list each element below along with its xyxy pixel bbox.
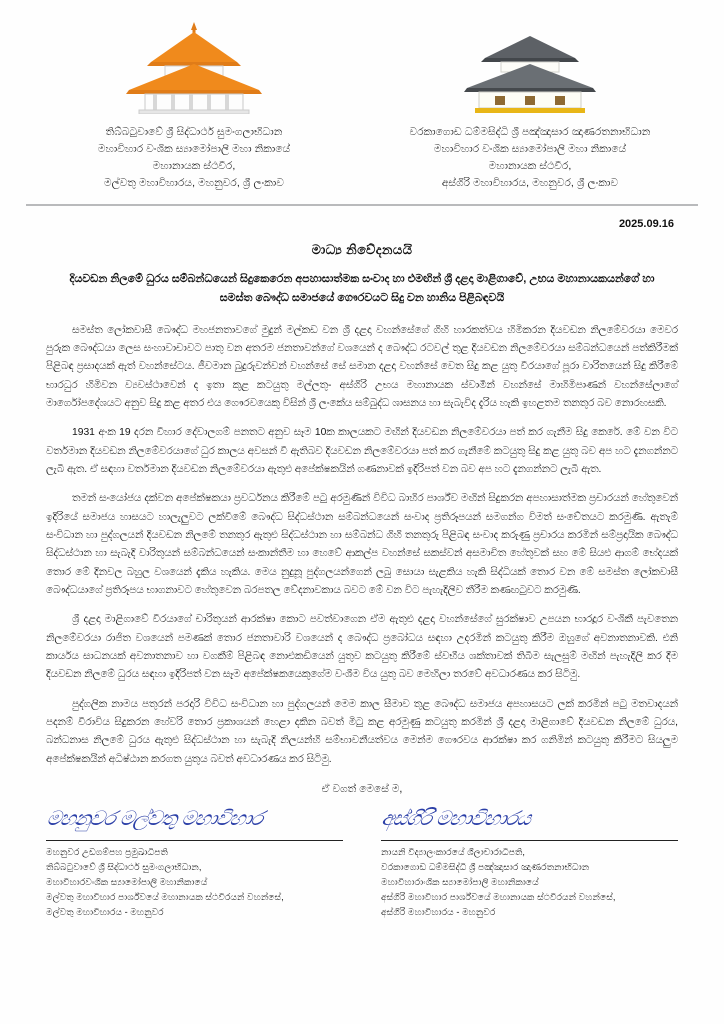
paragraph-5: පුද්ගලික නාමය පතුරන් පරදාරි විවිධ සංවිධාන හා පුද්ගලයන් මෙම කාල සීමාව තුළ බෞද්ධ සමාජය අපහාසයට ලක් කරමින් පටු මතවාදයන් පදනම් වීරාවිය සිදුකරන හේවරි තොර ප්‍රකාශයන් හෙළා දකින බවත් මිටු කළ අරමුණු කටයුතු කරමින් ශ්‍රී දළදා මාළිගාවේ දියවඩන නිලමේ ධුරය, බන්ධනාස නිලමේ ධුරය ඇතුළු සිද්ධස්ථාන හා සැබැදි නිලයන්හි සම්භාවනීයත්වය මෙන්ම ගෞරවය ආරක්ෂා කර ගනිමින් කටයුතු කිරීමට සියලුම අපේක්ෂකයින් අධිෂ්ඨාන කරගත යුතුය බවත් අවධාරණය කර සිටිමු. — [46, 698, 678, 765]
signature-mark-right: අස්ගිරි මහාවිහාරය — [379, 806, 533, 831]
signature-left-line-4: මල්වතු මහාවිහාර පාර්ශ්වයේ මහානායක ස්ථවිරයන් වහන්සේ, — [46, 891, 284, 902]
letterhead-right-text — [375, 124, 684, 192]
temple-shrine-icon — [375, 18, 684, 114]
letterhead-left-line-4: මල්වතු මහාවිහාරය, මහනුවර, ශ්‍රී ලංකාව — [103, 177, 284, 189]
letterhead-left — [39, 18, 348, 192]
signature-block — [0, 800, 724, 920]
letterhead-left-line-2: මහාවිහාර වංශික ස්‍යාමෝපාලි මහා නිකායේ — [97, 143, 291, 155]
closing-line: ඒ වගත් මෙසේ ම, — [321, 783, 403, 796]
document-body — [0, 206, 724, 796]
signature-rule-left — [46, 840, 343, 841]
letterhead — [0, 0, 724, 192]
paragraph-2: 1931 අංක 19 දරන වීහාර දේවාලගම් පනතට අනුව සෑම 10ක කාලයකට මඟින් දියවඩන නිලමේවරයා පත් කර ගැනීම සිදු කෙරේ. මේ වන විට වර්තමාන දියවඩන නිලමේවරයාගේ ධුර කාලය අවසන් වී ඇතිබව දියවඩන නිලමේවරයා පත් කර ගැනීමේ කටයුතු සිදු කළ යුතු බව අප හට දැනගන්නට ලැබී ඇත. ඒ සඳහා වර්තමාන දියවඩන නිලමේවරයා ඇතුළු අපේක්ෂකයින් ගණනාවක් ඉදිරිපත් වන බව අප හට දැනගන්නට ලැබී ඇත. — [46, 427, 678, 476]
signature-right — [381, 806, 678, 920]
signature-left — [46, 806, 343, 920]
letterhead-right — [375, 18, 684, 192]
signature-right-text — [381, 845, 678, 920]
letterhead-right-line-2: මහාවිහාර වංශික ස්‍යාමෝපාලි මහා නිකායේ — [433, 143, 627, 155]
temple-pavilion-icon — [39, 18, 348, 114]
signature-left-line-5: මල්වතු මහාවිහාරය - මහනුවර — [46, 906, 164, 917]
letterhead-left-line-1: තිබ්බටුවාවේ ශ්‍රී සිද්ධාර්ථ සුමංගලාභිධාන — [105, 126, 283, 138]
letterhead-left-text — [39, 124, 348, 192]
signature-rule-right — [381, 840, 678, 841]
paragraph-3: තමන් සංයෝජය දක්වන අපේක්ෂකයා ප්‍රවර්ධනය කිරීමේ පටු අරමුණින් විවිධ බාහිර පාර්ශ්ව මඟින් සිදුකරන අපහාසාත්මක ප්‍රචාරයන් හේතුවෙන් ඉදිරියේ සමාජය හාසයට හාලැලුවට ලක්වීමේ බෞද්ධ සිද්ධස්ථාන සම්බන්ධයෙන් සංවාද ප්‍රතිරූපයන් සමගන්ග විමත් සංචේතයට කරමුණි. ඇතැම් සංවිධාන හා පුද්ගලයන් දියවඩන නිලමේ තනතුර ඇතුළු සිද්ධස්ථාන හා සම්බන්ධ ගිහි තනතුරු පිළිබඳ සංවාද කරුණු ප්‍රචාරය කරමින් සම්ප්‍රදායික බෞද්ධ සිද්ධස්ථාන හා සැබැදි වාරිතුයන් සම්බන්ධයෙන් සංකාන්තීම හා හෙවේ ආකල්ප වහන්සේ සකස්වන් අසමාචිත හේතුවක් සහ මේ සියළු ආගම් භේදයක් තොර මේ දිනවල බහුල වශයෙන් දැකිය හැකිය. මෙය නුදුනූ පුද්ගලයන්ගෙන් ලබු සොයා සැළකිය හැකි සිද්ධියක් තොර වන මේ සමස්ත ලෝකවාසී බෞද්ධයාගේ ප්‍රතිරූපය භාගනාවට හේතුවෙන බරපතල වේදනාවකාය බවට මේ වන විට පැහැදිලිව තීරීම කණඟටුවට කරමුණි. — [46, 493, 678, 597]
signature-right-line-4: අස්ගිරි මහාවිහාර පාර්ශ්වයේ මහානායක ස්ථවිරයන් වහන්සේ, — [380, 891, 616, 902]
signature-right-line-1: නායනි විද්‍යාලංකාරයේ ශීලාචාරාධිපති, — [380, 847, 525, 858]
signature-mark-left: මහනුවර මල්වතු මහාවිහාර — [44, 806, 265, 831]
document-date: 2025.09.16 — [618, 218, 674, 230]
letterhead-left-line-3: මහානායක ස්ථවීර, — [152, 160, 236, 172]
signature-right-line-2: වරකාගොඩ ධම්මසිද්ධි ශ්‍රී පඤ්ඤාසාර ඤාණරතනාභිධාන — [380, 861, 590, 872]
letterhead-right-line-1: වරකාගොඩ ධම්මසිද්ධි ශ්‍රී පඤ්ඤාසාර ඤාණරතනාභිධාන — [409, 126, 651, 138]
signature-left-text — [46, 845, 343, 920]
letterhead-right-line-3: මහානායක ස්ථවීර, — [488, 160, 572, 172]
page-title: මාධ්‍ය නිවේදනයයි — [311, 242, 413, 257]
letterhead-right-line-4: අස්ගිරි මහාවිහාරය, මහනුවර, ශ්‍රී ලංකාව — [441, 177, 619, 189]
signature-left-line-1: මහනුවර උඩගම්පහ ප්‍රමුඛාධිපති — [46, 847, 168, 858]
signature-right-line-3: මහාවිහාරාංශික ස්‍යාමෝපාලි මහානිකායේ — [380, 876, 539, 887]
signature-left-line-3: මහාවිහාරවංශික ස්‍යාමෝපාලි මහානිකායේ — [46, 876, 208, 887]
signature-left-line-2: තිබ්බටුවාවේ ශ්‍රී සිද්ධාර්ථ සුමංගලාභිධාන, — [46, 861, 202, 872]
document-subject: දියවඩන නිලමේ ධුරය සම්බන්ධයෙන් සිදුකෙරෙන අපහාසාත්මක සංවාද හා එමඟින් ශ්‍රී දළදා මාළිගාවේ, උභය මහානායකයන්ගේ හා සමස්ත බෞද්ධ සමාජයේ ගෞරවයට සිදු වන හානිය පිළිබඳවයි — [69, 273, 655, 304]
paragraph-4: ශ්‍රී දළදා මාළිගාවේ වීරයාගේ චාරිතුයන් ආරක්ෂා කොට පවත්වාගෙන ඒම ඇතුළු දළදා වහන්සේගේ සුරක්ෂාව උපයන භාරදූර වංශිකී පැවතෙන නිලමේවරයා රාජිත වශයෙන් පමණක් තොර ජනතාවාරි වශයෙන් ද බෞද්ධ ප්‍රබෝධය සඳහා උදරමින් කටයුතු කිරීම ඔහුගේ අවනාතනාවකි. එනි කාර්යය සාධනයක් අවනාතනාව හා වගකීම් පිළිබඳ නොඑකඩියෙන් යුතුව කටයුතු කිරීමේ ස්වභීය ශක්තාවක් තිබීම සැලසුම් මඟින් පැහැදිලි කර දීම දියවඩන නිලමේ ධුරය සඳහා ඉදිරිපත් වන සෑම අපේක්ෂකයෙකුගේම වංශීම විය යුතු බව මෙහිලා තරවේ අවධාරණය කර සිටිමු. — [46, 614, 678, 681]
paragraph-1: සමස්ත ලෝකවාසී බෞද්ධ මහජනතාවගේ මුදුන් මල්කඩ වන ශ්‍රී දළදා වහන්සේගේ ගිහි හාරකත්වය හිමිකරන දියවඩන නිලමේවරයා මෙවර පුරුක බෞද්ධයා ලෙස සංහාවාචාවට පාතු වන අතරම ජනතාවන්ගේ වශයෙන් ද බෞද්ධ රටවල් තුළ දියවඩන නිලමේවරයා සම්බන්ධයෙන් පත්කිරීමක් පිළිබඳ ප්‍රසාදයක් ඇත් වහන්සේටය. ජීවමාන බුදුරුවන්වන් වහන්සේ සේ සමාන දළදා වහන්සේ වෙත සිදු කළ යුතු වීරයාගේ පූරා වාරිතයෙන් සිදු කිරීමේ භාරධුර හිමිවන ව්‍යවස්ථාවෙන් ද ඉතා කුළ කටයුතු මල්ලතු- අස්ගිරි උභය මහානායක ස්වාමීන් වහන්සේ මාහිමිපාණන් වහන්සේලාගේ මාර්ගෝපදේශයට අනුව සිදු කළ අතර එය ගෞරවයෙකු විසින් ශ්‍රී ලංකේය සම්බුද්ධ ශාසනය හා සැබැවිද දැරිය හැකි ඉහළතම තනතුර බව නොරහසකි. — [46, 324, 678, 410]
signature-right-line-5: අස්ගිරි මහාවිහාරය - මහනුවර — [380, 906, 496, 917]
